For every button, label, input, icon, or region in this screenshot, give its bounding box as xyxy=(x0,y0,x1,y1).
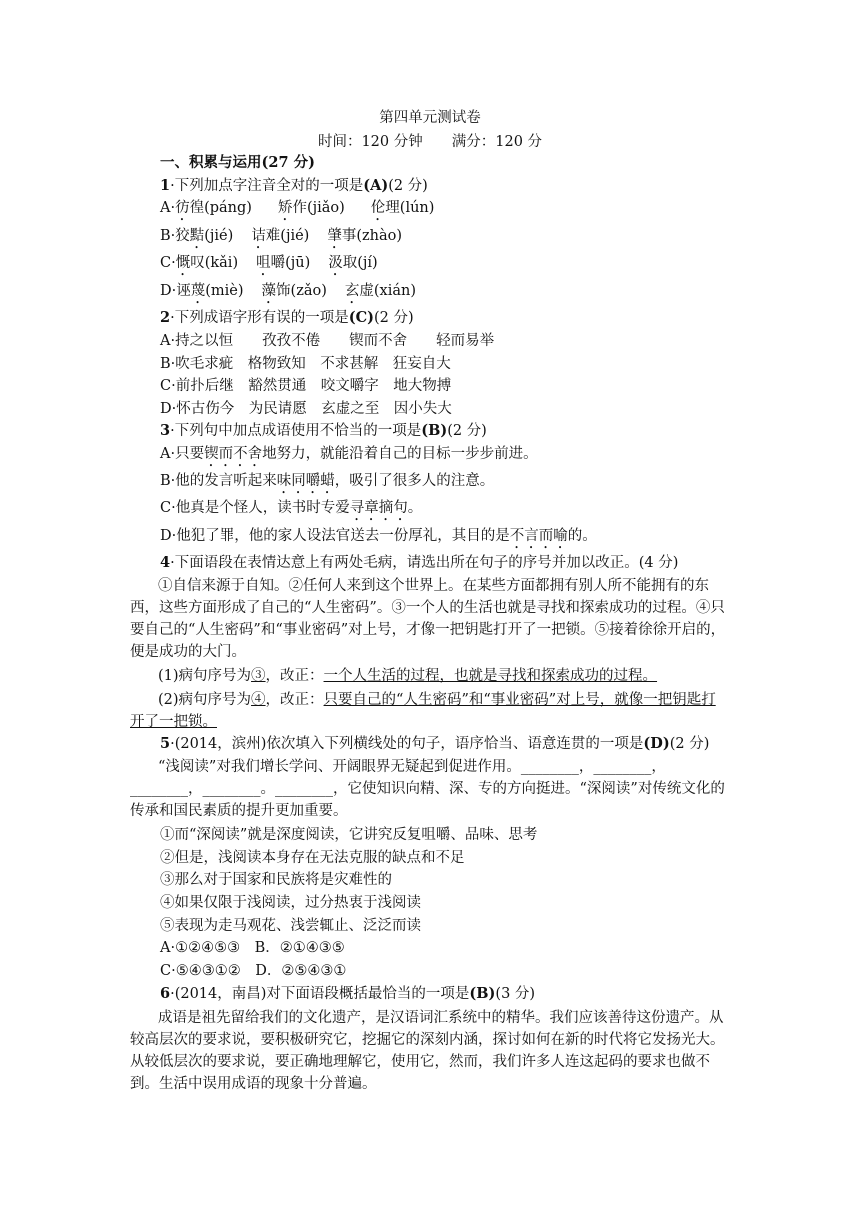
question-2-option-a: A·持之以恒 孜孜不倦 锲而不舍 轻而易举 xyxy=(160,333,495,349)
question-3-option-a: A·只要锲而不舍地努力，就能沿着自己的目标一步步前进。 xyxy=(160,446,538,462)
question-2-option-d: D·怀古伤今 为民请愿 玄虚之至 因小失大 xyxy=(160,401,452,417)
question-1-stem: 1·下列加点字注音全对的一项是(A)(2 分) xyxy=(160,177,428,194)
page-title: 第四单元测试卷 xyxy=(379,110,481,126)
question-4-passage: ①自信来源于自知。②任何人来到这个世界上。在某些方面都拥有别人所不能拥有的东西，这些方面形成了自己的“人生密码”。③一个人的生活也就是寻找和探索成功的过程。④只要自己的“人生密码”和“事业密码”对上号，才像一把钥匙打开了一把锁。⑤接着徐徐开启的，便是成功的大门。 xyxy=(130,578,726,660)
question-3-option-d: D·他犯了罪，他的家人设法官送去一份厚礼，其目的是不言而喻的。 xyxy=(160,528,597,544)
question-5-item-5: ⑤表现为走马观花、浅尝辄止、泛泛而读 xyxy=(160,918,421,934)
question-5-options-cd: C·⑤④③①② D．②⑤④③① xyxy=(160,963,347,979)
question-6-stem: 6·(2014，南昌)对下面语段概括最恰当的一项是(B)(3 分) xyxy=(160,985,536,1002)
question-1-option-c: C·慨叹(kǎi) 咀嚼(jū) 汲取(jí) xyxy=(160,255,378,271)
question-2-option-c: C·前扑后继 豁然贯通 咬文嚼字 地大物搏 xyxy=(160,378,452,394)
question-5-item-3: ③那么对于国家和民族将是灾难性的 xyxy=(160,872,392,888)
question-5-options-ab: A·①②④⑤③ B．②①④③⑤ xyxy=(160,940,345,956)
section-heading: 一、积累与运用(27 分) xyxy=(160,154,315,171)
question-5-item-1: ①而“深阅读”就是深度阅读，它讲究反复咀嚼、品味、思考 xyxy=(160,827,538,843)
question-4-answer-2: (2)病句序号为④，改正：只要自己的“人生密码”和“事业密码”对上号，就像一把钥匙打开了一把锁。 xyxy=(130,692,716,730)
question-2-option-b: B·吹毛求疵 格物致知 不求甚解 狂妄自大 xyxy=(160,356,451,372)
question-5-item-4: ④如果仅限于浅阅读，过分热衷于浅阅读 xyxy=(160,895,421,911)
page-subtitle: 时间：120 分钟 满分：120 分 xyxy=(317,134,543,150)
question-3-stem: 3·下列句中加点成语使用不恰当的一项是(B)(2 分) xyxy=(160,422,487,439)
question-2-stem: 2·下列成语字形有误的一项是(C)(2 分) xyxy=(160,309,414,326)
question-5-stem: 5·(2014，滨州)依次填入下列横线处的句子，语序恰当、语意连贯的一项是(D)(2 分) xyxy=(160,735,710,752)
question-6-passage: 成语是祖先留给我们的文化遗产，是汉语词汇系统中的精华。我们应该善待这份遗产。从较高层次的要求说，要积极研究它，挖掘它的深刻内涵，探讨如何在新的时代将它发扬光大。从较低层次的要求说，要正确地理解它，使用它，然而，我们许多人连这起码的要求也做不到。生活中误用成语的现象十分普遍。 xyxy=(130,1010,725,1092)
question-4-answer-1: (1)病句序号为③，改正：一个人生活的过程，也就是寻找和探索成功的过程。 xyxy=(158,668,658,684)
question-4-stem: 4·下面语段在表情达意上有两处毛病，请选出所在句子的序号并加以改正。(4 分) xyxy=(160,554,679,571)
question-1-option-b: B·狡黠(jié) 诘难(jié) 肇事(zhào) xyxy=(160,228,402,244)
question-1-option-a: A·彷徨(páng) 矫作(jiǎo) 伦理(lún) xyxy=(160,200,435,216)
question-5-item-2: ②但是，浅阅读本身存在无法克服的缺点和不足 xyxy=(160,850,465,866)
question-1-option-d: D·诬蔑(miè) 藻饰(zǎo) 玄虚(xián) xyxy=(160,283,416,299)
question-3-option-b: B·他的发言听起来味同嚼蜡，吸引了很多人的注意。 xyxy=(160,473,495,489)
question-5-passage: “浅阅读”对我们增长学问、开阔眼界无疑起到促进作用。________，________，________，________。________，它使知识向精、深、专的方向挺进。“深阅读”对传统文化的传承和国民素质的提升更加重要。 xyxy=(130,759,725,819)
question-3-option-c: C·他真是个怪人，读书时专爱寻章摘句。 xyxy=(160,500,423,516)
